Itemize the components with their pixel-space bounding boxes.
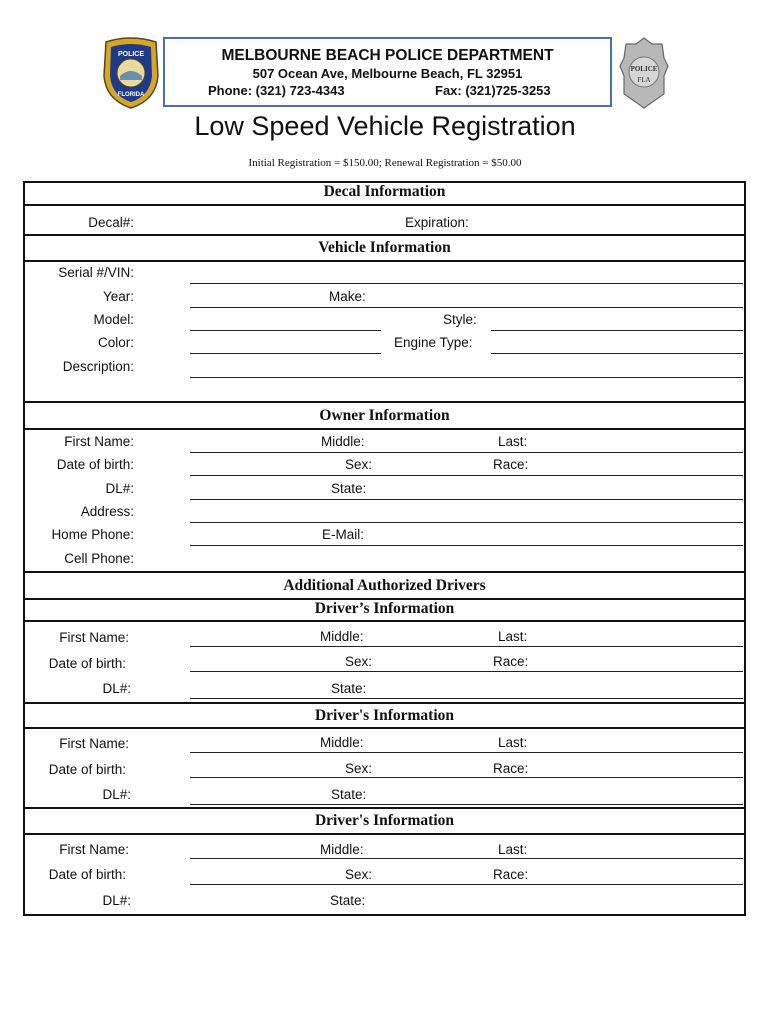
driver-3-middle-label: Middle: [320, 842, 364, 857]
owner-address-label: Address: [80, 504, 134, 519]
driver-2-last-label: Last: [498, 735, 528, 750]
description-label: Description: [62, 359, 134, 374]
style-label: Style: [443, 312, 477, 327]
owner-phone-field[interactable] [190, 545, 743, 546]
driver-2-dl-label: DL#: [102, 787, 131, 802]
make-label: Make: [329, 289, 366, 304]
color-field[interactable] [190, 353, 381, 354]
driver-1-heading: Driver’s Information [314, 600, 455, 617]
driver-1-name-field[interactable] [190, 646, 743, 647]
driver-2-sex-label: Sex: [345, 761, 373, 776]
driver-2-dl-field[interactable] [190, 804, 743, 805]
driver-2-race-label: Race: [493, 761, 529, 776]
additional-drivers-heading: Additional Authorized Drivers [283, 577, 486, 594]
driver-3-dl-label: DL#: [102, 893, 131, 908]
driver-1-dl-field[interactable] [190, 698, 743, 699]
model-label: Model: [93, 312, 134, 327]
police-seal-logo [100, 36, 162, 110]
owner-last-label: Last: [498, 434, 528, 449]
color-label: Color: [97, 335, 134, 350]
driver-1-sex-label: Sex: [345, 654, 373, 669]
owner-state-label: State: [331, 481, 367, 496]
driver-2-middle-label: Middle: [320, 735, 364, 750]
driver-1-middle-label: Middle: [320, 629, 364, 644]
divider [23, 204, 746, 206]
driver-3-sex-label: Sex: [345, 867, 373, 882]
form-title: Low Speed Vehicle Registration [194, 111, 576, 141]
driver-2-state-label: State: [331, 787, 367, 802]
driver-3-first-name-label: First Name: [59, 842, 129, 857]
badge-text-bottom: FLA [637, 76, 651, 84]
owner-name-field[interactable] [190, 452, 743, 453]
year-make-field[interactable] [190, 307, 743, 308]
driver-3-name-field[interactable] [190, 858, 743, 859]
department-name: MELBOURNE BEACH POLICE DEPARTMENT [221, 47, 554, 64]
driver-1-state-label: State: [331, 681, 367, 696]
registration-fees: Initial Registration = $150.00; Renewal Registration = $50.00 [248, 157, 522, 169]
owner-first-name-label: First Name: [64, 434, 134, 449]
driver-2-heading: Driver's Information [314, 707, 455, 724]
divider [23, 620, 746, 622]
owner-address-field[interactable] [190, 522, 743, 523]
divider [23, 571, 746, 573]
driver-2-first-name-label: First Name: [59, 736, 129, 751]
driver-1-race-label: Race: [493, 654, 529, 669]
engine-type-field[interactable] [491, 353, 743, 354]
decal-heading: Decal Information [323, 183, 446, 200]
department-phone: Phone: (321) 723-4343 [208, 83, 345, 98]
divider [23, 234, 746, 236]
divider [23, 260, 746, 262]
model-field[interactable] [190, 330, 381, 331]
owner-dob-label: Date of birth: [56, 457, 134, 472]
owner-race-label: Race: [493, 457, 529, 472]
divider [23, 807, 746, 809]
badge-text-top: POLICE [630, 65, 658, 73]
owner-dl-label: DL#: [105, 481, 134, 496]
driver-3-dob-label: Date of birth: [48, 867, 126, 882]
department-address: 507 Ocean Ave, Melbourne Beach, FL 32951 [252, 66, 523, 81]
owner-cell-phone-label: Cell Phone: [64, 551, 134, 566]
driver-2-name-field[interactable] [190, 752, 743, 753]
year-label: Year: [102, 289, 134, 304]
owner-dob-field[interactable] [190, 475, 743, 476]
seal-text-bottom: FLORIDA [117, 92, 145, 98]
serial-vin-label: Serial #/VIN: [58, 265, 134, 280]
driver-1-dob-field[interactable] [190, 671, 743, 672]
owner-email-label: E-Mail: [322, 527, 365, 542]
serial-vin-field[interactable] [190, 283, 743, 284]
driver-2-dob-label: Date of birth: [48, 762, 126, 777]
department-header [163, 37, 612, 107]
divider [23, 833, 746, 835]
engine-type-label: Engine Type: [394, 335, 473, 350]
driver-1-first-name-label: First Name: [59, 630, 129, 645]
description-field[interactable] [190, 377, 743, 378]
driver-3-race-label: Race: [493, 867, 529, 882]
driver-1-dl-label: DL#: [102, 681, 131, 696]
owner-home-phone-label: Home Phone: [51, 527, 134, 542]
driver-2-dob-field[interactable] [190, 777, 743, 778]
driver-1-last-label: Last: [498, 629, 528, 644]
police-badge-logo [618, 36, 670, 110]
driver-1-dob-label: Date of birth: [48, 656, 126, 671]
divider [23, 428, 746, 430]
seal-text-top: POLICE [117, 51, 145, 58]
driver-3-dob-field[interactable] [190, 884, 743, 885]
driver-3-last-label: Last: [498, 842, 528, 857]
owner-heading: Owner Information [319, 407, 450, 424]
owner-dl-field[interactable] [190, 499, 743, 500]
owner-middle-label: Middle: [321, 434, 365, 449]
vehicle-heading: Vehicle Information [318, 239, 451, 256]
decal-number-label: Decal#: [88, 215, 134, 230]
divider [23, 702, 746, 704]
style-field[interactable] [491, 330, 743, 331]
expiration-label: Expiration: [405, 215, 469, 230]
driver-3-state-label: State: [330, 893, 366, 908]
driver-3-heading: Driver's Information [314, 812, 455, 829]
divider [23, 727, 746, 729]
department-fax: Fax: (321)725-3253 [435, 83, 551, 98]
owner-sex-label: Sex: [345, 457, 373, 472]
divider [23, 401, 746, 403]
